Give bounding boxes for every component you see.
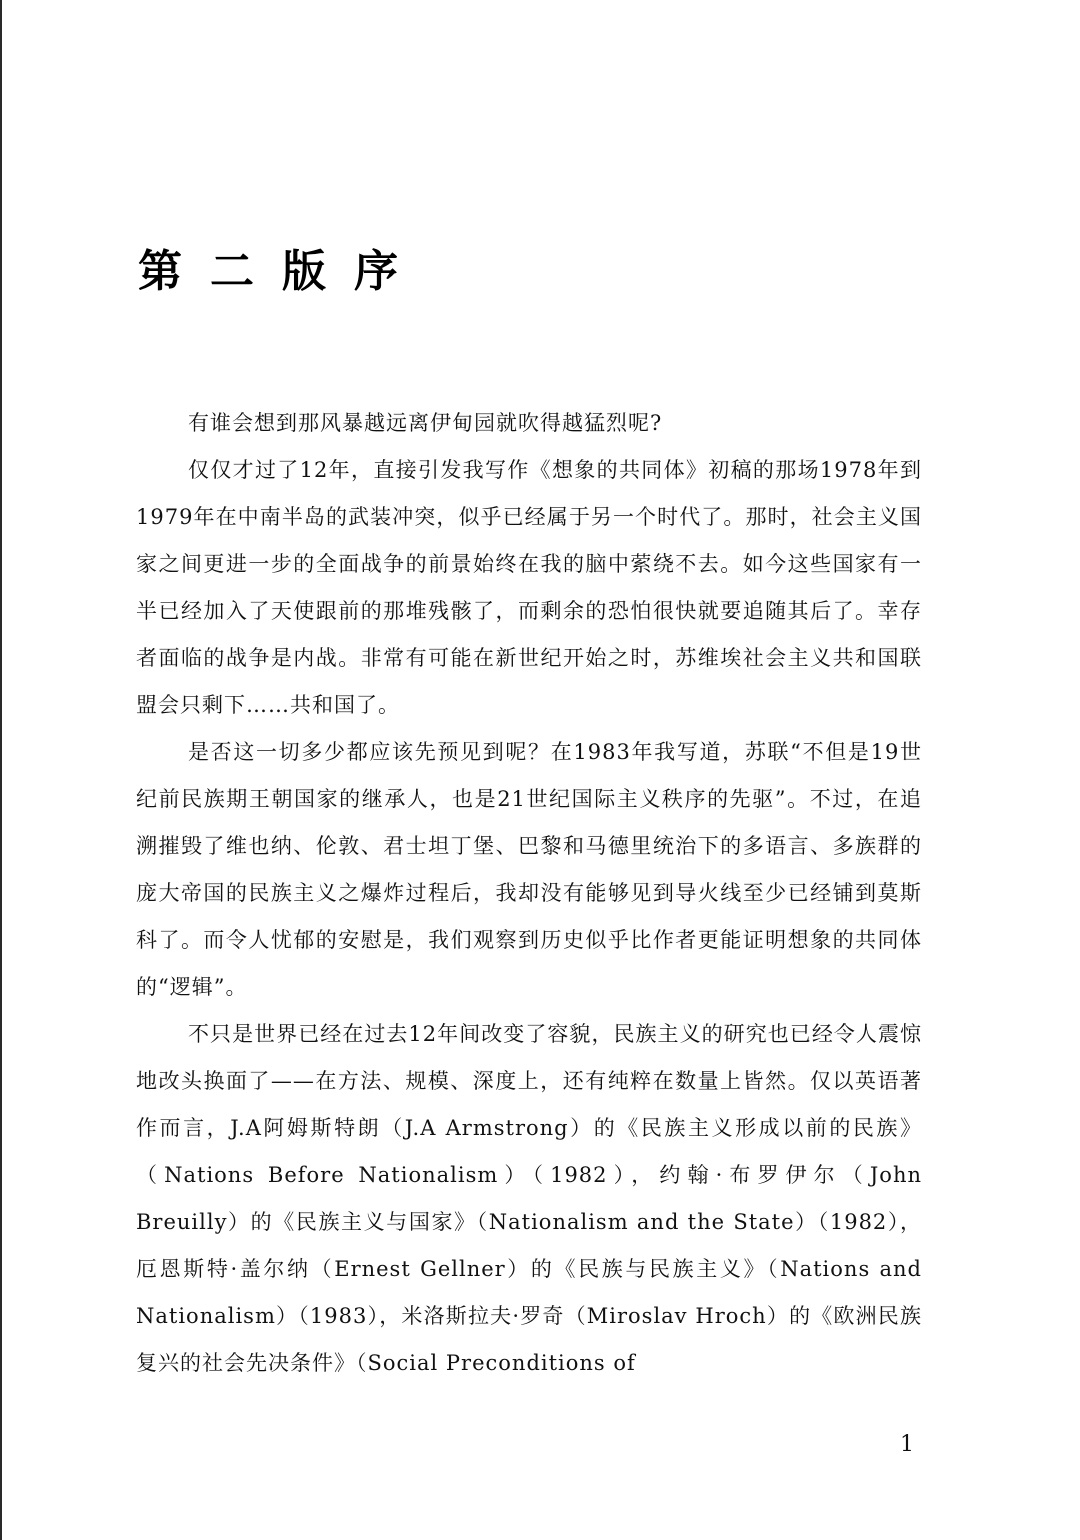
page-number: 1 <box>900 1432 914 1457</box>
paragraph: 仅仅才过了12年，直接引发我写作《想象的共同体》初稿的那场1978年到1979年在中南半岛的武装冲突，似乎已经属于另一个时代了。那时，社会主义国家之间更进一步的全面战争的前景始终在我的脑中萦绕不去。如今这些国家有一半已经加入了天使跟前的那堆残骸了，而剩余的恐怕很快就要追随其后了。幸存者面临的战争是内战。非常有可能在新世纪开始之时，苏维埃社会主义共和国联盟会只剩下……共和国了。 <box>136 458 922 717</box>
paragraph: 不只是世界已经在过去12年间改变了容貌，民族主义的研究也已经令人震惊地改头换面了——在方法、规模、深度上，还有纯粹在数量上皆然。仅以英语著作而言，J.A阿姆斯特朗（J.A Armstrong）的《民族主义形成以前的民族》（Nations Before Nationalism）（1982），约翰·布罗伊尔（John Breuilly）的《民族主义与国家》（Nationalism and the State）（1982），厄恩斯特·盖尔纳（Ernest Gellner）的《民族与民族主义》（Nations and Nationalism）（1983），米洛斯拉夫·罗奇（Miroslav Hroch）的《欧洲民族复兴的社会先决条件》（Social Preconditions of <box>136 1022 922 1375</box>
paragraph: 有谁会想到那风暴越远离伊甸园就吹得越猛烈呢? <box>188 411 663 435</box>
paragraph: 是否这一切多少都应该先预见到呢？在1983年我写道，苏联“不但是19世纪前民族期王朝国家的继承人，也是21世纪国际主义秩序的先驱”。不过，在追溯摧毁了维也纳、伦敦、君士坦丁堡、巴黎和马德里统治下的多语言、多族群的庞大帝国的民族主义之爆炸过程后，我却没有能够见到导火线至少已经铺到莫斯科了。而令人忧郁的安慰是，我们观察到历史似乎比作者更能证明想象的共同体的“逻辑”。 <box>136 740 922 999</box>
body-text <box>136 400 922 1387</box>
chapter-title: 第二版序 <box>138 246 426 297</box>
page-edge-rule <box>0 0 2 1540</box>
